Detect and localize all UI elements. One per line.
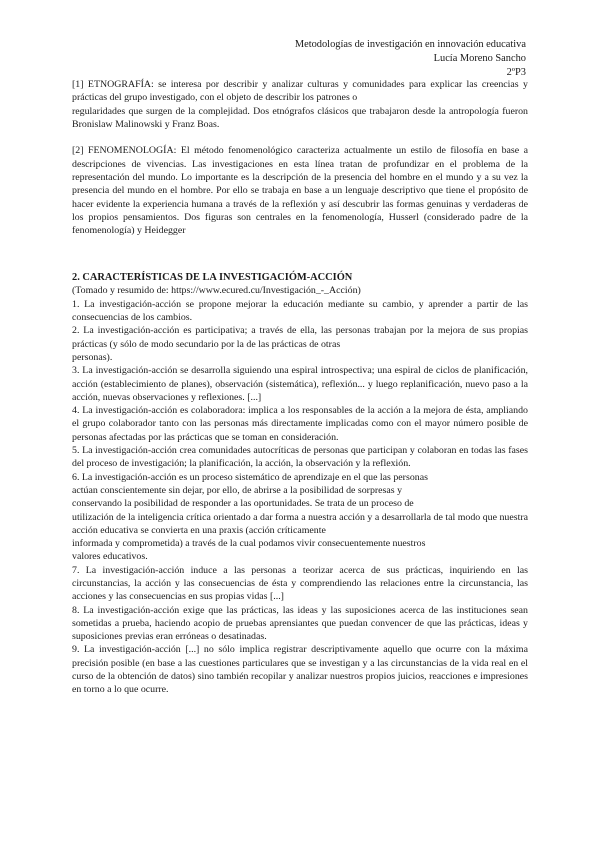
section-title: 2. CARACTERÍSTICAS DE LA INVESTIGACIÓM-ACCIÓN — [72, 271, 353, 283]
item-3: 3. La investigación-acción se desarrolla siguiendo una espiral introspectiva; una espiral de ciclos de planificación, acción (establecimiento de planes), observación (sistemática), reflexión... y luego replanificación, nuevo paso a la acción, nuevas observaciones y reflexiones. [...] — [72, 365, 528, 403]
item-8: 8. La investigación-acción exige que las prácticas, las ideas y las suposiciones acerca de las instituciones sean sometidas a prueba, haciendo acopio de pruebas aprensiantes que puedan convencer de que las prácticas, ideas y suposiciones previas eran erróneas o desatinadas. — [72, 604, 528, 643]
item-9: 9. La investigación-acción [...] no sólo implica registrar descriptivamente aquello que ocurre con la máxima precisión posible (en base a las cuestiones particulares que se investigan y a las circunstancias de la vida real en el curso de la obtención de datos) sino también recopilar y analizar nuestros propios juicios, reacciones e impresiones en torno a lo que ocurre. — [72, 644, 528, 696]
item-6-line3: conservando la posibilidad de responder a las oportunidades. Se trata de un proceso de — [72, 498, 414, 510]
item-2: 2. La investigación-acción es participativa; a través de ella, las personas trabajan por la mejora de sus propias prácticas (y sólo de modo secundario por la de las prácticas de otras — [72, 325, 528, 350]
item-4: 4. La investigación-acción es colaboradora: implica a los responsables de la acción a la mejora de ésta, ampliando el grupo colaborador tanto con las personas más directamente implicadas como con el mayor número posible de personas afectadas por las prácticas que se toman en consideración. — [72, 405, 528, 443]
note-ethnography: [1] ETNOGRAFÍA: se interesa por describir y analizar culturas y comunidades para explicar las creencias y prácticas del grupo investigado, con el objeto de describir los patrones o — [72, 79, 528, 104]
item-6-line6: valores educativos. — [72, 551, 148, 563]
document-body — [72, 78, 528, 697]
item-5: 5. La investigación-acción crea comunidades autocríticas de personas que participan y colaboran en todas las fases del proceso de investigación; la planificación, la acción, la observación y la reflexión. — [72, 445, 528, 470]
header-course: Metodologías de investigación en innovación educativa — [294, 39, 526, 50]
item-7: 7. La investigación-acción induce a las personas a teorizar acerca de sus prácticas, inquiriendo en las circunstancias, la acción y las consecuencias de ésta y comprendiendo las relaciones entre la circunstancia, las acciones y las consecuencias en sus propias vidas [...] — [72, 564, 528, 603]
section-source: (Tomado y resumido de: https://www.ecured.cu/Investigación_-_Acción) — [72, 285, 361, 297]
header-author: Lucía Moreno Sancho — [433, 52, 526, 64]
header-group: 2ºP3 — [506, 66, 526, 78]
page-header — [295, 38, 526, 79]
item-6: 6. La investigación-acción es un proceso sistemático de aprendizaje en el que las personas — [72, 471, 428, 483]
item-2-cont: personas). — [72, 351, 113, 363]
item-1: 1. La investigación-acción se propone mejorar la educación mediante su cambio, y aprender a partir de las consecuencias de los cambios. — [72, 298, 528, 324]
item-6-line4: utilización de la inteligencia crítica orientado a dar forma a nuestra acción y a desarrollarla de tal modo que nuestra acción educativa se convierta en una praxis (acción críticamente — [72, 511, 528, 536]
item-6-line5: informada y comprometida) a través de la cual podamos vivir consecuentemente nuestros — [72, 538, 426, 550]
item-6-line2: actúan conscientemente sin dejar, por ello, de abrirse a la posibilidad de sorpresas y — [72, 484, 403, 496]
note-phenomenology: [2] FENOMENOLOGÍA: El método fenomenológico caracteriza actualmente un estilo de filosofía en base a descripciones de vivencias. Las investigaciones en esta línea tratan de profundizar en el problema de la representación del mundo. Lo importante es la descripción de la presencia del hombre en el mundo y a su vez la presencia del mundo en el hombre. Por ello se trabaja en base a un lenguaje descriptivo que tiene el propósito de hacer evidente la experiencia humana a través de la reflexión y así descubrir las formas genuinas y verdaderas de los propios pensamientos. Dos figuras son centrales en la fenomenología, Husserl (considerado padre de la fenomenología) y Heidegger — [72, 145, 528, 237]
note-ethnography-cont: regularidades que surgen de la complejidad. Dos etnógrafos clásicos que trabajaron desde la antropología fueron Bronislaw Malinowski y Franz Boas. — [72, 105, 528, 130]
